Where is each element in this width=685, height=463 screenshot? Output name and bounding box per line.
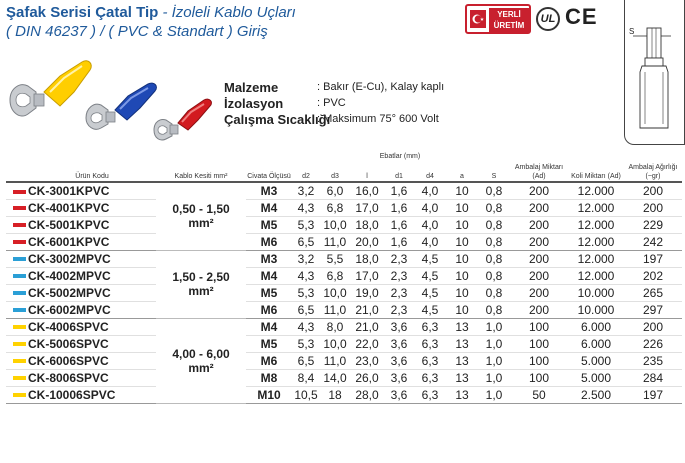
color-swatch xyxy=(13,240,26,244)
table-row xyxy=(6,352,682,369)
cell-s: 1,0 xyxy=(478,369,510,386)
cell-s: 0,8 xyxy=(478,301,510,318)
cell-bolt: M6 xyxy=(246,352,292,369)
header-ebatlar: Ebatlar (mm) xyxy=(379,153,421,160)
cell-weight: 229 xyxy=(624,216,682,233)
table-row xyxy=(6,386,682,403)
cell-s: 0,8 xyxy=(478,284,510,301)
cell-weight: 284 xyxy=(624,369,682,386)
header-pack: Ambalaj Miktarı (Ad) xyxy=(510,148,568,182)
cell-d4: 6,3 xyxy=(414,318,446,335)
cell-pack: 200 xyxy=(510,284,568,301)
cell-weight: 235 xyxy=(624,352,682,369)
cell-d4: 4,0 xyxy=(414,199,446,216)
cell-a: 13 xyxy=(446,352,478,369)
cell-d2: 6,5 xyxy=(292,352,320,369)
color-swatch xyxy=(13,223,26,227)
color-swatch-cell xyxy=(6,182,28,199)
cell-l: 21,0 xyxy=(350,301,384,318)
cell-d3: 6,8 xyxy=(320,267,350,284)
cell-a: 13 xyxy=(446,369,478,386)
product-code: CK-5006SPVC xyxy=(28,335,156,352)
cell-s: 1,0 xyxy=(478,386,510,403)
color-swatch-cell xyxy=(6,369,28,386)
cell-l: 16,0 xyxy=(350,182,384,199)
product-code: CK-10006SPVC xyxy=(28,386,156,403)
header-bolt: Civata Ölçüsü xyxy=(246,148,292,182)
cell-l: 17,0 xyxy=(350,267,384,284)
cell-bolt: M10 xyxy=(246,386,292,403)
spec-material-label: Malzeme xyxy=(224,80,279,95)
header-d2: d2 xyxy=(292,148,320,182)
header-d4: d4 xyxy=(414,148,446,182)
cell-d3: 11,0 xyxy=(320,352,350,369)
cell-weight: 200 xyxy=(624,199,682,216)
ul-certification-mark: UL xyxy=(536,7,560,31)
cell-box: 12.000 xyxy=(568,182,624,199)
cell-s: 0,8 xyxy=(478,182,510,199)
cell-d4: 4,5 xyxy=(414,250,446,267)
color-swatch xyxy=(13,257,26,261)
product-code: CK-5002MPVC xyxy=(28,284,156,301)
color-swatch xyxy=(13,376,26,380)
table-row xyxy=(6,216,682,233)
cell-s: 0,8 xyxy=(478,267,510,284)
color-swatch xyxy=(13,325,26,329)
cell-a: 10 xyxy=(446,199,478,216)
page-title xyxy=(6,4,296,22)
header-box: Koli Miktarı (Ad) xyxy=(568,148,624,182)
cell-d3: 11,0 xyxy=(320,233,350,250)
product-code: CK-8006SPVC xyxy=(28,369,156,386)
cell-a: 13 xyxy=(446,318,478,335)
cell-box: 2.500 xyxy=(568,386,624,403)
cell-s: 0,8 xyxy=(478,250,510,267)
title-category: - İzoleli Kablo Uçları xyxy=(158,4,296,21)
cell-l: 28,0 xyxy=(350,386,384,403)
product-table xyxy=(6,148,682,404)
cell-d2: 8,4 xyxy=(292,369,320,386)
cell-l: 18,0 xyxy=(350,216,384,233)
cell-s: 1,0 xyxy=(478,335,510,352)
cell-box: 12.000 xyxy=(568,199,624,216)
blue-terminal-icon xyxy=(86,83,156,129)
cell-d4: 4,0 xyxy=(414,182,446,199)
cell-box: 5.000 xyxy=(568,369,624,386)
cell-a: 10 xyxy=(446,284,478,301)
color-swatch xyxy=(13,206,26,210)
cell-d4: 4,0 xyxy=(414,233,446,250)
cell-d2: 3,2 xyxy=(292,250,320,267)
cell-bolt: M8 xyxy=(246,369,292,386)
spec-insulation-value: : PVC xyxy=(317,97,346,109)
color-swatch xyxy=(13,342,26,346)
table-row xyxy=(6,318,682,335)
cell-d1: 3,6 xyxy=(384,318,414,335)
cell-pack: 200 xyxy=(510,301,568,318)
cable-section xyxy=(156,318,246,403)
color-swatch xyxy=(13,190,26,194)
spec-material-value: : Bakır (E-Cu), Kalay kaplı xyxy=(317,81,445,93)
spec-temperature-value: : Maksimum 75° 600 Volt xyxy=(317,113,439,125)
table-row xyxy=(6,199,682,216)
cell-s: 0,8 xyxy=(478,216,510,233)
yerli-uretim-text xyxy=(489,8,529,32)
page-subtitle: ( DIN 46237 ) / ( PVC & Standart ) Giriş xyxy=(6,23,268,40)
cell-d2: 4,3 xyxy=(292,199,320,216)
product-code: CK-4001KPVC xyxy=(28,199,156,216)
cell-d1: 3,6 xyxy=(384,352,414,369)
cell-bolt: M4 xyxy=(246,199,292,216)
yellow-terminal-icon xyxy=(10,61,91,116)
cell-box: 10.000 xyxy=(568,284,624,301)
cell-bolt: M6 xyxy=(246,301,292,318)
product-code: CK-5001KPVC xyxy=(28,216,156,233)
cell-d1: 2,3 xyxy=(384,267,414,284)
color-swatch-cell xyxy=(6,386,28,403)
cell-a: 13 xyxy=(446,335,478,352)
color-swatch-cell xyxy=(6,250,28,267)
header-weight: Ambalaj Ağırlığı (~gr) xyxy=(624,148,682,182)
header-s: S xyxy=(478,148,510,182)
cable-section-unit: mm² xyxy=(188,284,214,298)
cell-box: 6.000 xyxy=(568,335,624,352)
cell-d3: 18 xyxy=(320,386,350,403)
table-body xyxy=(6,182,682,403)
table-row xyxy=(6,267,682,284)
terminal-drawing-icon xyxy=(625,0,685,145)
color-swatch-cell xyxy=(6,199,28,216)
cell-d3: 10,0 xyxy=(320,335,350,352)
color-swatch xyxy=(13,393,26,397)
cell-d1: 2,3 xyxy=(384,250,414,267)
cell-weight: 202 xyxy=(624,267,682,284)
cell-d1: 2,3 xyxy=(384,301,414,318)
header-a: a xyxy=(446,148,478,182)
cell-box: 12.000 xyxy=(568,233,624,250)
cell-l: 17,0 xyxy=(350,199,384,216)
table-row xyxy=(6,369,682,386)
cell-l: 20,0 xyxy=(350,233,384,250)
cell-pack: 200 xyxy=(510,216,568,233)
title-series: Şafak Serisi Çatal Tip xyxy=(6,4,159,21)
spec-temperature-label: Çalışma Sıcaklığı xyxy=(224,112,331,127)
cell-d2: 3,2 xyxy=(292,182,320,199)
cell-a: 10 xyxy=(446,301,478,318)
cell-weight: 265 xyxy=(624,284,682,301)
cable-section xyxy=(156,250,246,318)
cable-section-unit: mm² xyxy=(188,360,214,375)
cell-pack: 200 xyxy=(510,250,568,267)
cell-weight: 242 xyxy=(624,233,682,250)
header-l: Ebatlar (mm) l xyxy=(350,148,384,182)
terminal-dimension-diagram xyxy=(624,0,685,145)
cable-section-range: 4,00 - 6,00 xyxy=(172,346,230,361)
cell-l: 19,0 xyxy=(350,284,384,301)
terminal-product-illustration xyxy=(6,48,216,146)
header-d1: d1 xyxy=(384,148,414,182)
color-swatch xyxy=(13,274,26,278)
cell-bolt: M4 xyxy=(246,267,292,284)
cell-l: 23,0 xyxy=(350,352,384,369)
cell-d4: 6,3 xyxy=(414,352,446,369)
cell-weight: 200 xyxy=(624,182,682,199)
cell-weight: 297 xyxy=(624,301,682,318)
cell-bolt: M3 xyxy=(246,182,292,199)
cell-box: 6.000 xyxy=(568,318,624,335)
cell-bolt: M6 xyxy=(246,233,292,250)
header-code: Ürün Kodu xyxy=(28,148,156,182)
cell-pack: 50 xyxy=(510,386,568,403)
dimension-s-label: S xyxy=(629,27,635,36)
color-swatch-cell xyxy=(6,267,28,284)
cell-pack: 100 xyxy=(510,369,568,386)
yerli-uretim-badge xyxy=(465,4,531,34)
cell-weight: 200 xyxy=(624,318,682,335)
cell-d3: 10,0 xyxy=(320,284,350,301)
cell-d2: 10,5 xyxy=(292,386,320,403)
cable-section-range: 1,50 - 2,50 xyxy=(172,270,230,284)
cell-d1: 1,6 xyxy=(384,216,414,233)
cell-s: 0,8 xyxy=(478,199,510,216)
cable-section-unit: mm² xyxy=(188,216,214,231)
color-swatch-cell xyxy=(6,233,28,250)
cell-pack: 200 xyxy=(510,182,568,199)
product-code: CK-6006SPVC xyxy=(28,352,156,369)
ce-mark: CE xyxy=(565,4,598,29)
cell-box: 12.000 xyxy=(568,250,624,267)
cell-a: 10 xyxy=(446,233,478,250)
cell-d4: 4,0 xyxy=(414,216,446,233)
cell-d1: 3,6 xyxy=(384,335,414,352)
cell-d1: 2,3 xyxy=(384,284,414,301)
cell-pack: 200 xyxy=(510,199,568,216)
cable-section-range: 0,50 - 1,50 xyxy=(172,202,230,217)
cell-pack: 100 xyxy=(510,335,568,352)
cell-d4: 6,3 xyxy=(414,369,446,386)
cell-bolt: M5 xyxy=(246,284,292,301)
cell-d4: 4,5 xyxy=(414,301,446,318)
color-swatch-cell xyxy=(6,301,28,318)
cell-l: 18,0 xyxy=(350,250,384,267)
cell-d2: 5,3 xyxy=(292,216,320,233)
cell-d3: 6,8 xyxy=(320,199,350,216)
turkish-flag-icon xyxy=(470,10,486,28)
color-swatch xyxy=(13,308,26,312)
product-code: CK-3001KPVC xyxy=(28,182,156,199)
cell-d3: 10,0 xyxy=(320,216,350,233)
table-row xyxy=(6,233,682,250)
color-swatch-cell xyxy=(6,318,28,335)
table-header-row xyxy=(6,148,682,182)
color-swatch xyxy=(13,359,26,363)
cell-s: 0,8 xyxy=(478,233,510,250)
table-row xyxy=(6,250,682,267)
uretim-text: ÜRETİM xyxy=(493,21,525,30)
cell-s: 1,0 xyxy=(478,352,510,369)
cell-bolt: M4 xyxy=(246,318,292,335)
cell-weight: 197 xyxy=(624,250,682,267)
table-row xyxy=(6,335,682,352)
red-terminal-icon xyxy=(154,99,211,140)
cell-a: 10 xyxy=(446,216,478,233)
color-swatch-cell xyxy=(6,352,28,369)
cell-d4: 4,5 xyxy=(414,267,446,284)
cell-d4: 6,3 xyxy=(414,335,446,352)
header-d3: d3 xyxy=(320,148,350,182)
cell-weight: 226 xyxy=(624,335,682,352)
cell-d2: 4,3 xyxy=(292,267,320,284)
cell-bolt: M5 xyxy=(246,216,292,233)
cell-pack: 100 xyxy=(510,318,568,335)
cell-box: 5.000 xyxy=(568,352,624,369)
table-row xyxy=(6,301,682,318)
cell-l: 21,0 xyxy=(350,318,384,335)
cell-a: 10 xyxy=(446,250,478,267)
cable-section xyxy=(156,182,246,250)
cell-d2: 4,3 xyxy=(292,318,320,335)
cell-a: 10 xyxy=(446,182,478,199)
cell-d4: 4,5 xyxy=(414,284,446,301)
color-swatch xyxy=(13,291,26,295)
cell-d2: 5,3 xyxy=(292,284,320,301)
cell-d1: 3,6 xyxy=(384,369,414,386)
cell-box: 10.000 xyxy=(568,301,624,318)
product-code: CK-4006SPVC xyxy=(28,318,156,335)
cell-l: 26,0 xyxy=(350,369,384,386)
cell-a: 10 xyxy=(446,267,478,284)
cell-d3: 11,0 xyxy=(320,301,350,318)
cell-d1: 3,6 xyxy=(384,386,414,403)
cell-s: 1,0 xyxy=(478,318,510,335)
cell-d1: 1,6 xyxy=(384,182,414,199)
product-code: CK-6002MPVC xyxy=(28,301,156,318)
color-swatch-cell xyxy=(6,284,28,301)
product-code: CK-4002MPVC xyxy=(28,267,156,284)
cell-pack: 200 xyxy=(510,267,568,284)
cell-d1: 1,6 xyxy=(384,199,414,216)
cell-l: 22,0 xyxy=(350,335,384,352)
cell-d3: 5,5 xyxy=(320,250,350,267)
cell-a: 13 xyxy=(446,386,478,403)
cell-d3: 6,0 xyxy=(320,182,350,199)
product-code: CK-3002MPVC xyxy=(28,250,156,267)
cell-d2: 5,3 xyxy=(292,335,320,352)
spec-insulation-label: İzolasyon xyxy=(224,96,284,111)
table-row xyxy=(6,182,682,199)
cell-d3: 8,0 xyxy=(320,318,350,335)
color-swatch-cell xyxy=(6,335,28,352)
cell-d2: 6,5 xyxy=(292,301,320,318)
cell-pack: 100 xyxy=(510,352,568,369)
header-section: Kablo Kesiti mm² xyxy=(156,148,246,182)
cell-bolt: M5 xyxy=(246,335,292,352)
product-code: CK-6001KPVC xyxy=(28,233,156,250)
cell-d2: 6,5 xyxy=(292,233,320,250)
table-row xyxy=(6,284,682,301)
cell-pack: 200 xyxy=(510,233,568,250)
cell-d3: 14,0 xyxy=(320,369,350,386)
cell-d4: 6,3 xyxy=(414,386,446,403)
cell-d1: 1,6 xyxy=(384,233,414,250)
yerli-text: YERLİ xyxy=(497,10,521,19)
cell-weight: 197 xyxy=(624,386,682,403)
cell-box: 12.000 xyxy=(568,267,624,284)
cell-bolt: M3 xyxy=(246,250,292,267)
color-swatch-cell xyxy=(6,216,28,233)
cell-box: 12.000 xyxy=(568,216,624,233)
